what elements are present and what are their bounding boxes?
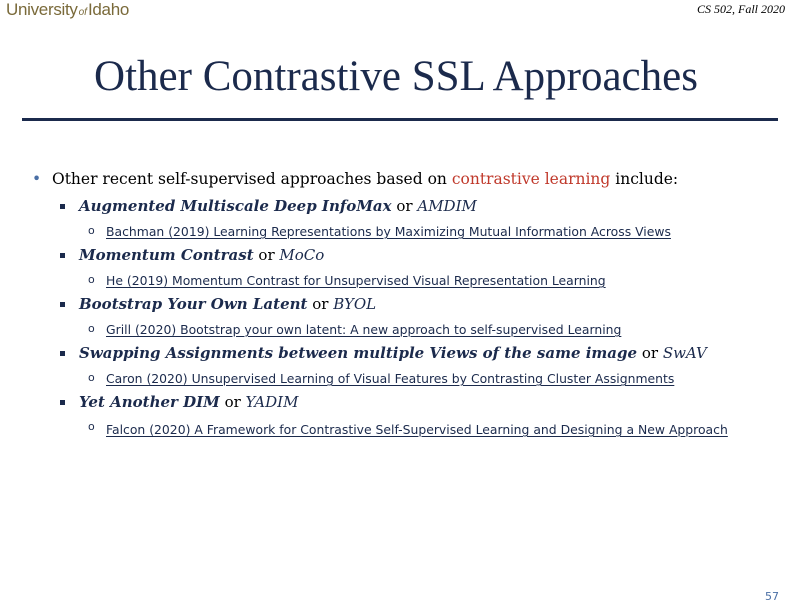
slide-title: Other Contrastive SSL Approaches xyxy=(94,53,698,100)
circle-bullet-icon: o xyxy=(88,273,95,286)
method-abbr: SwAV xyxy=(662,344,707,362)
method-abbr: BYOL xyxy=(333,295,377,313)
method-abbr: AMDIM xyxy=(417,197,477,215)
course-label: CS 502, Fall 2020 xyxy=(696,2,785,16)
square-bullet-icon xyxy=(60,400,65,405)
method-abbr: YADIM xyxy=(245,393,299,411)
method-text xyxy=(79,246,324,264)
square-bullet-icon xyxy=(60,351,65,356)
reference-link[interactable]: Grill (2020) Bootstrap your own latent: A new approach to self-supervised Learning xyxy=(106,322,622,337)
method-text xyxy=(79,197,477,215)
main-bullet-text xyxy=(52,170,678,188)
circle-bullet-icon: o xyxy=(88,371,95,384)
method-name: Bootstrap Your Own Latent xyxy=(79,295,308,313)
logo-of: of xyxy=(78,7,87,18)
reference-link[interactable]: He (2019) Momentum Contrast for Unsupervised Visual Representation Learning xyxy=(106,273,606,288)
logo-university: University xyxy=(6,0,78,19)
method-text xyxy=(79,393,298,411)
circle-bullet-icon: o xyxy=(88,420,95,433)
method-text xyxy=(79,295,376,313)
reference-link[interactable]: Bachman (2019) Learning Representations by Maximizing Mutual Information Across Views xyxy=(106,224,671,239)
method-abbr: MoCo xyxy=(279,246,325,264)
method-name: Yet Another DIM xyxy=(79,393,220,411)
square-bullet-icon xyxy=(60,302,65,307)
highlight-text: contrastive learning xyxy=(451,170,611,188)
page-number: 57 xyxy=(765,590,779,603)
logo-idaho: Idaho xyxy=(87,0,130,19)
method-text xyxy=(79,344,707,362)
method-or: or xyxy=(396,197,413,215)
method-name: Momentum Contrast xyxy=(79,246,254,264)
method-or: or xyxy=(258,246,275,264)
intro-text: Other recent self-supervised approaches based on xyxy=(52,170,447,188)
method-or: or xyxy=(224,393,241,411)
method-name: Swapping Assignments between multiple Views of the same image xyxy=(79,344,638,362)
intro-end-text: include: xyxy=(615,170,679,188)
reference-link[interactable]: Falcon (2020) A Framework for Contrastive Self-Supervised Learning and Designing a New Approach xyxy=(106,422,728,437)
circle-bullet-icon: o xyxy=(88,224,95,237)
circle-bullet-icon: o xyxy=(88,322,95,335)
reference-link[interactable]: Caron (2020) Unsupervised Learning of Visual Features by Contrasting Cluster Assignments xyxy=(106,371,675,386)
square-bullet-icon xyxy=(60,204,65,209)
method-name: Augmented Multiscale Deep InfoMax xyxy=(79,197,392,215)
square-bullet-icon xyxy=(60,253,65,258)
method-or: or xyxy=(312,295,329,313)
bullet-dot-icon: • xyxy=(32,170,42,188)
method-or: or xyxy=(641,344,659,362)
